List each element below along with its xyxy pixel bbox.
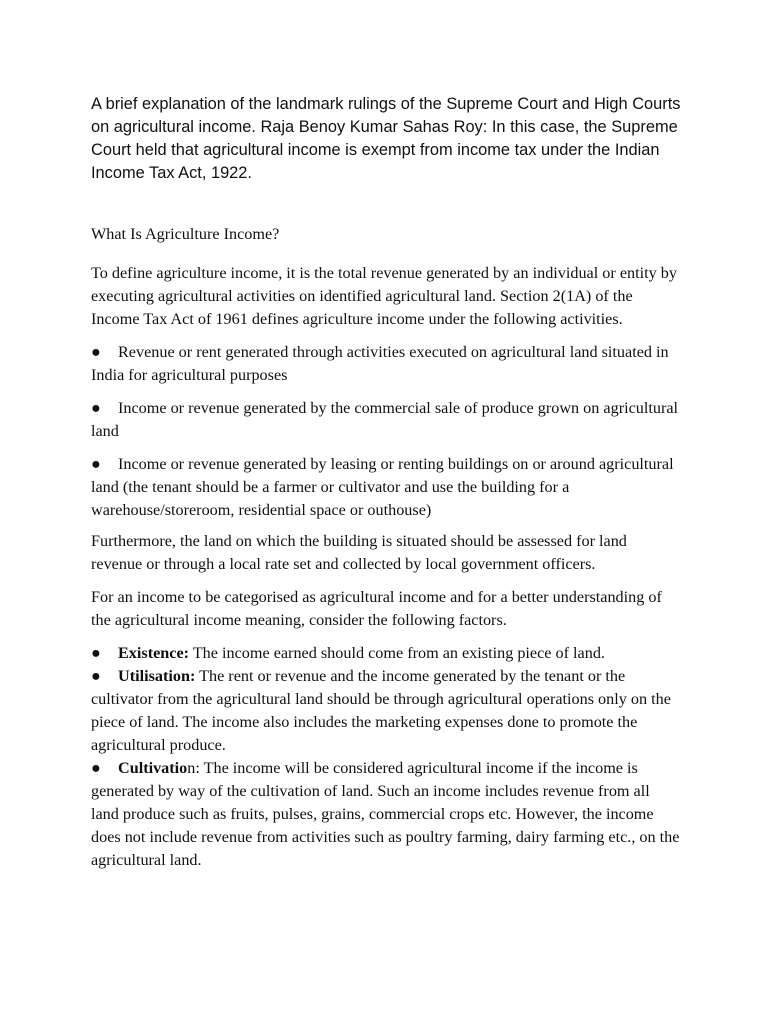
bullet-icon: ●: [91, 399, 101, 417]
document-page: [91, 93, 681, 872]
factors-list: [91, 642, 681, 872]
factor-term: Cultivatio: [118, 759, 188, 777]
list-item: [91, 453, 681, 522]
intro-paragraph: A brief explanation of the landmark rulings of the Supreme Court and High Courts on agricultural income. Raja Benoy Kumar Sahas Roy: In this case, the Supreme Court held that agricultural income is exempt from income tax under the Indian Income Tax Act, 1922.: [91, 95, 681, 182]
definition-paragraph: To define agriculture income, it is the total revenue generated by an individual or entity by executing agricultural activities on identified agricultural land. Section 2(1A) of the Income Tax Act of 1961 defines agriculture income under the following activities.: [91, 264, 677, 328]
list-item: [91, 665, 681, 757]
activities-list: [91, 341, 681, 522]
list-item: [91, 757, 681, 872]
factor-text: n: The income will be considered agricultural income if the income is generated by way of the cultivation of land. Such an income includes revenue from all land produce such as fruits, pulses, grains, commercial crops etc. However, the income does not include revenue from activities such as poultry farming, dairy farming etc., on the agricultural land.: [91, 759, 680, 869]
list-item-text: Income or revenue generated by leasing or renting buildings on or around agricultural land (the tenant should be a farmer or cultivator and use the building for a warehouse/storeroom, residential space or outhouse): [91, 455, 674, 519]
factors-intro-paragraph: For an income to be categorised as agricultural income and for a better understanding of the agricultural income meaning, consider the following factors.: [91, 588, 662, 629]
furthermore-paragraph: Furthermore, the land on which the building is situated should be assessed for land revenue or through a local rate set and collected by local government officers.: [91, 532, 627, 573]
list-item: [91, 341, 681, 387]
bullet-icon: ●: [91, 343, 101, 361]
list-item-text: Income or revenue generated by the commercial sale of produce grown on agricultural land: [91, 399, 679, 440]
factor-text: The income earned should come from an existing piece of land.: [189, 644, 605, 662]
factor-text: The rent or revenue and the income generated by the tenant or the cultivator from the agricultural land should be through agricultural operations only on the piece of land. The income also includes the marketing expenses done to promote the agricultural produce.: [91, 667, 671, 754]
bullet-icon: ●: [91, 644, 101, 662]
factor-term: Utilisation:: [118, 667, 196, 685]
factor-term: Existence:: [118, 644, 190, 662]
list-item: [91, 642, 681, 665]
list-item: [91, 397, 681, 443]
bullet-icon: ●: [91, 455, 101, 473]
list-item-text: Revenue or rent generated through activities executed on agricultural land situated in India for agricultural purposes: [91, 343, 669, 384]
section-heading: What Is Agriculture Income?: [91, 225, 280, 243]
bullet-icon: ●: [91, 667, 101, 685]
bullet-icon: ●: [91, 759, 101, 777]
